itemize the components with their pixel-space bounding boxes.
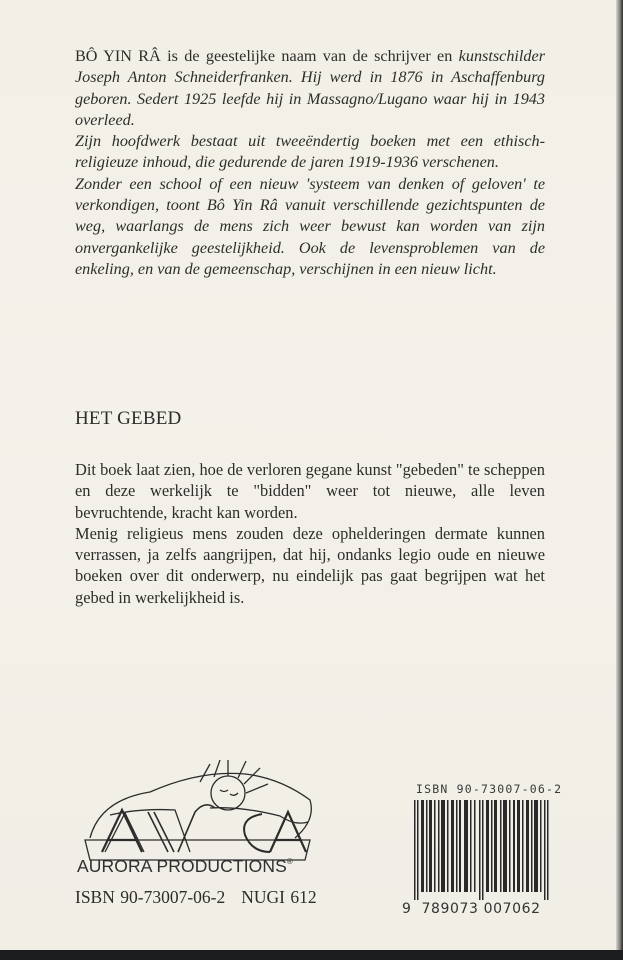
isbn-nugi-line xyxy=(75,887,317,908)
bio-main-work: Zijn hoofdwerk bestaat uit tweeëndertig boeken met een ethisch-religieuze inhoud, die gedurende de jaren 1919-1936 verschenen. xyxy=(75,132,545,172)
nugi-text: NUGI 612 xyxy=(241,887,317,907)
background-strip xyxy=(0,950,623,960)
barcode-isbn-label: ISBN 90-73007-06-2 xyxy=(416,782,563,796)
isbn-text: ISBN 90-73007-06-2 xyxy=(75,887,226,907)
author-name: BÔ YIN RÂ xyxy=(75,47,161,65)
aurora-logo-icon xyxy=(80,760,320,870)
registered-mark: ® xyxy=(286,857,293,866)
ean-barcode-icon xyxy=(414,800,550,900)
summary-paragraph-1: Dit boek laat zien, hoe de verloren gegane kunst "gebeden" te scheppen en deze werkelijk te "bidden" weer tot nieuwe, alle leven bevruchtende, kracht kan worden. xyxy=(75,460,545,522)
book-spine-edge xyxy=(616,0,623,960)
bio-teaching: Zonder een school of een nieuw 'systeem van denken of geloven' te verkondigen, toont Bô Yin Râ vanuit verschillende gezichtspunten de weg, waarlangs de mens zich weer bewust kan worden van zijn onvergankelijke geestelijkheid. Ook de levensproblemen van de enkeling, en van de gemeenschap, verschijnen in een nieuw licht. xyxy=(75,174,545,278)
bio-details: kunstschilder Joseph Anton Schneiderfranken. Hij werd in 1876 in Aschaffenburg geboren. Sedert 1925 leefde hij in Massagno/Lugano waar hij in 1943 overleed. xyxy=(75,47,545,129)
barcode-digits: 9 789073 007062 xyxy=(402,901,541,917)
summary-paragraph-2: Menig religieus mens zouden deze ophelderingen dermate kunnen verrassen, ja zelfs aangrijpen, dat hij, ondanks legio oude en nieuwe boeken over dit onderwerp, nu eindelijk pas gaat begrijpen wat het gebed in werkelijkheid is. xyxy=(75,523,545,607)
author-biography xyxy=(75,46,545,280)
book-summary xyxy=(75,459,545,608)
bio-intro: is de geestelijke naam van de schrijver en xyxy=(160,47,453,65)
barcode-block xyxy=(400,770,600,940)
book-title: HET GEBED xyxy=(75,408,182,429)
publisher-name: AURORA PRODUCTIONS® xyxy=(77,856,293,876)
